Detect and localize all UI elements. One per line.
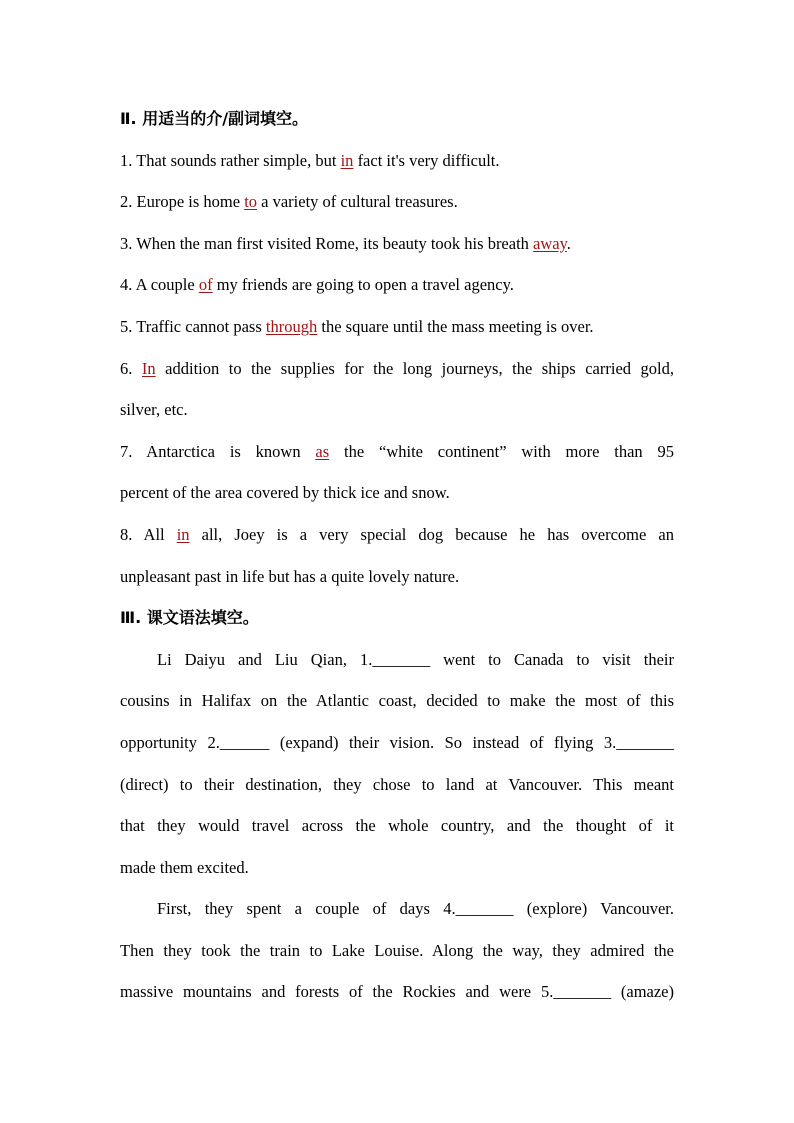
question-1: 1. That sounds rather simple, but in fact it's very difficult. (120, 150, 500, 170)
question-5: 5. Traffic cannot pass through the square until the mass meeting is over. (120, 316, 594, 336)
answer-2: to (244, 192, 258, 212)
question-8: 8. All in all, Joey is a very special dog because he has overcome an (120, 524, 674, 544)
question-4: 4. A couple of my friends are going to open a travel agency. (120, 275, 514, 295)
question-6: 6. In addition to the supplies for the long journeys, the ships carried gold, (120, 358, 674, 378)
section-2-heading: Ⅱ. 用适当的介/副词填空。 (120, 109, 309, 128)
question-2: 2. Europe is home to a variety of cultural treasures. (120, 192, 458, 212)
document-page (120, 98, 674, 1013)
passage-1-line-3: opportunity 2.______ (expand) their vision. So instead of flying 3._______ (120, 732, 674, 752)
passage-1-line-4: (direct) to their destination, they chose to land at Vancouver. This meant (120, 774, 674, 794)
passage-1-line-2: cousins in Halifax on the Atlantic coast, decided to make the most of this (120, 691, 674, 711)
question-7-continued: percent of the area covered by thick ice and snow. (120, 483, 450, 503)
passage-1-line-6: made them excited. (120, 857, 249, 877)
passage-1-line-1: Li Daiyu and Liu Qian, 1._______ went to Canada to visit their (157, 649, 674, 669)
answer-6: In (141, 358, 156, 378)
answer-8: in (176, 524, 190, 544)
question-7: 7. Antarctica is known as the “white continent” with more than 95 (120, 441, 674, 461)
answer-4: of (198, 275, 213, 295)
passage-2-line-1: First, they spent a couple of days 4._______ (explore) Vancouver. (157, 899, 674, 919)
question-6-continued: silver, etc. (120, 400, 188, 420)
passage-2-line-2: Then they took the train to Lake Louise. Along the way, they admired the (120, 940, 674, 960)
answer-7: as (315, 441, 330, 461)
question-3: 3. When the man first visited Rome, its beauty took his breath away. (120, 233, 571, 253)
section-3-heading: Ⅲ. 课文语法填空。 (120, 608, 259, 628)
answer-5: through (265, 316, 318, 336)
question-8-continued: unpleasant past in life but has a quite lovely nature. (120, 566, 460, 586)
passage-1-line-5: that they would travel across the whole country, and the thought of it (120, 816, 674, 836)
answer-1: in (340, 150, 354, 170)
passage-2-line-3: massive mountains and forests of the Rockies and were 5._______ (amaze) (120, 982, 674, 1002)
answer-3: away (533, 233, 567, 253)
